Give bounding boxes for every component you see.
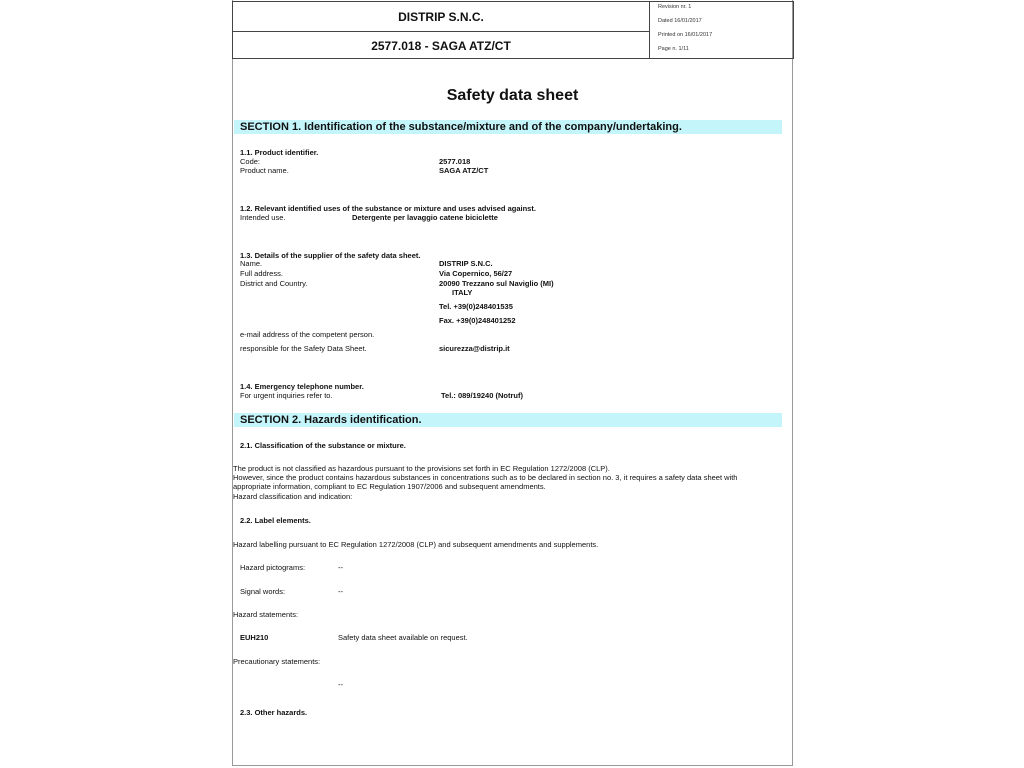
product-name-value: SAGA ATZ/CT xyxy=(439,166,489,175)
classification-line-3: appropriate information, compliant to EC Regulation 1907/2006 and subsequent amendments. xyxy=(233,482,546,492)
section-1-heading: SECTION 1. Identification of the substance/mixture and of the company/undertaking. xyxy=(234,120,782,134)
s2-2-heading: 2.2. Label elements. xyxy=(240,516,311,525)
signal-words-label: Signal words: xyxy=(240,587,286,596)
document-header xyxy=(232,1,794,60)
product-title: 2577.018 - SAGA ATZ/CT xyxy=(371,38,511,53)
supplier-name-value: DISTRIP S.N.C. xyxy=(439,259,493,268)
printed-on: Printed on 16/01/2017 xyxy=(658,32,713,38)
company-name: DISTRIP S.N.C. xyxy=(233,2,649,32)
tel-value: Tel. +39(0)248401535 xyxy=(439,302,513,311)
hazard-statements-label: Hazard statements: xyxy=(233,610,299,619)
responsible-label: responsible for the Safety Data Sheet. xyxy=(240,344,367,353)
country-value: ITALY xyxy=(452,288,473,297)
code-value: 2577.018 xyxy=(439,157,471,166)
s1-3-heading: 1.3. Details of the supplier of the safety data sheet. xyxy=(240,251,421,260)
s1-4-heading: 1.4. Emergency telephone number. xyxy=(240,382,364,391)
labelling-text: Hazard labelling pursuant to EC Regulation 1272/2008 (CLP) and subsequent amendments and supplements. xyxy=(233,540,599,549)
precautionary-label: Precautionary statements: xyxy=(233,657,321,666)
classification-line-4: Hazard classification and indication: xyxy=(233,491,353,501)
section-2-heading: SECTION 2. Hazards identification. xyxy=(234,413,782,427)
urgent-label: For urgent inquiries refer to. xyxy=(240,391,333,400)
pictograms-value: -- xyxy=(338,563,343,572)
page-number: Page n. 1/11 xyxy=(658,46,689,52)
classification-line-2: However, since the product contains hazardous substances in concentrations such as to be declared in section no. 3, it requires a safety data sheet with xyxy=(233,473,738,483)
product-name-label: Product name. xyxy=(240,166,289,175)
address-label: Full address. xyxy=(240,269,283,278)
euh-code: EUH210 xyxy=(240,633,269,642)
header-title-box xyxy=(232,1,650,59)
intended-use-value: Detergente per lavaggio catene biciclette xyxy=(352,213,498,222)
s2-1-heading: 2.1. Classification of the substance or mixture. xyxy=(240,441,406,450)
code-label: Code: xyxy=(240,157,261,166)
dated: Dated 16/01/2017 xyxy=(658,18,702,24)
header-meta-box xyxy=(649,1,794,59)
precautionary-value: -- xyxy=(338,680,343,689)
s2-3-heading: 2.3. Other hazards. xyxy=(240,708,308,717)
fax-value: Fax. +39(0)248401252 xyxy=(439,316,516,325)
email-label: e-mail address of the competent person. xyxy=(240,330,375,339)
euh-text: Safety data sheet available on request. xyxy=(338,633,468,642)
s1-1-heading: 1.1. Product identifier. xyxy=(240,148,319,157)
intended-use-label: Intended use. xyxy=(240,213,286,222)
signal-words-value: -- xyxy=(338,587,343,596)
pictograms-label: Hazard pictograms: xyxy=(240,563,306,572)
classification-text xyxy=(233,464,789,501)
email-value: sicurezza@distrip.it xyxy=(439,344,510,353)
revision-number: Revision nr. 1 xyxy=(658,4,692,10)
district-value: 20090 Trezzano sul Naviglio (MI) xyxy=(439,279,554,288)
urgent-value: Tel.: 089/19240 (Notruf) xyxy=(441,391,523,400)
s1-2-heading: 1.2. Relevant identified uses of the substance or mixture and uses advised against. xyxy=(240,204,536,213)
classification-line-1: The product is not classified as hazardous pursuant to the provisions set forth in EC Regulation 1272/2008 (CLP). xyxy=(233,464,610,473)
supplier-name-label: Name. xyxy=(240,259,263,268)
document-title: Safety data sheet xyxy=(446,87,579,104)
district-label: District and Country. xyxy=(240,279,308,288)
address-value: Via Copernico, 56/27 xyxy=(439,269,513,278)
